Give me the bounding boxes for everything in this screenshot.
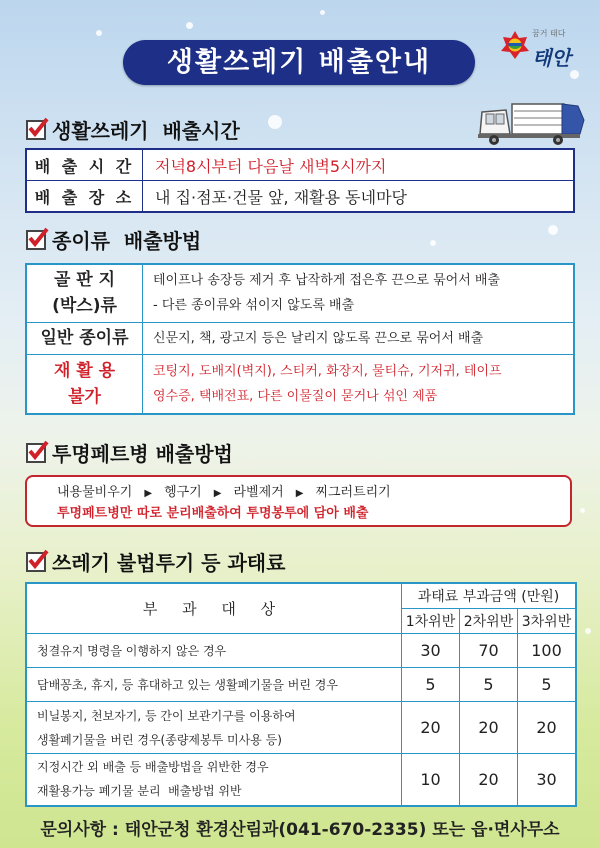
section-heading-fines [26, 547, 285, 576]
snow-dot [320, 10, 325, 15]
row-value: 저녁8시부터 다음날 새벽5시까지 [143, 149, 575, 181]
section-heading-text: 생활쓰레기 배출시간 [52, 119, 240, 143]
value-line: 코팅지, 도배지(벽지), 스티커, 화장지, 물티슈, 기저귀, 테이프 [153, 363, 502, 379]
label-line: 재 활 용 [53, 360, 116, 381]
fine-value: 20 [402, 702, 460, 754]
header-col: 2차위반 [460, 609, 518, 634]
header-col: 3차위반 [518, 609, 577, 634]
fine-value: 20 [460, 754, 518, 806]
logo-name: 태안 [532, 46, 571, 70]
fines-table [25, 582, 577, 807]
step: 라벨제거 [233, 485, 284, 500]
row-value: 신문지, 책, 광고지 등은 날리지 않도록 끈으로 묶어서 배출 [143, 322, 575, 354]
flower-emblem-icon [500, 30, 530, 60]
section-heading-disposal-time [26, 115, 240, 144]
snow-dot [430, 240, 436, 246]
table-row [26, 264, 574, 322]
disposal-time-table [25, 148, 575, 213]
section-heading-pet-bottle [26, 438, 233, 467]
fine-value: 20 [518, 702, 577, 754]
subject-line: 비닐봉지, 천보자기, 등 간이 보관기구를 이용하여 [37, 708, 296, 723]
section-heading-text: 쓰레기 불법투기 등 과태료 [52, 551, 286, 575]
label-line: (박스)류 [52, 296, 117, 317]
fine-value: 20 [460, 702, 518, 754]
value-line: - 다른 종이류와 섞이지 않도록 배출 [153, 298, 355, 314]
table-header-row [26, 583, 576, 609]
section-heading-text: 투명페트병 배출방법 [52, 442, 233, 466]
row-value [143, 264, 575, 322]
arrow-right-icon: ▶ [295, 488, 304, 499]
subject-line: 재활용가능 폐기물 분리 배출방법 위반 [37, 784, 242, 799]
section-heading-paper [26, 225, 201, 254]
fine-value: 30 [402, 634, 460, 668]
fine-value: 5 [460, 668, 518, 702]
table-row [26, 322, 574, 354]
row-label: 일반 종이류 [26, 322, 143, 354]
table-row [26, 702, 576, 754]
section-heading-text: 종이류 배출방법 [52, 229, 202, 253]
header-subject: 부 과 대 상 [26, 583, 402, 634]
checkbox-checked-icon [26, 552, 46, 572]
table-row [26, 754, 576, 806]
garbage-truck-icon [472, 98, 592, 146]
snow-dot [268, 115, 282, 129]
header-col: 1차위반 [402, 609, 460, 634]
label-line: 불가 [68, 386, 101, 407]
row-label [26, 264, 143, 322]
pet-bottle-steps-box [25, 475, 572, 527]
steps-line [57, 483, 570, 504]
fine-subject [26, 754, 402, 806]
checkbox-checked-icon [26, 443, 46, 463]
page-title: 생활쓰레기 배출안내 [123, 40, 475, 85]
fine-value: 70 [460, 634, 518, 668]
table-row [26, 181, 574, 213]
table-row [26, 354, 574, 414]
label-line: 골 판 지 [53, 270, 116, 291]
subject-line: 생활폐기물을 버린 경우(종량제봉투 미사용 등) [37, 732, 282, 747]
contact-info: 문의사항 : 태안군청 환경산림과(041-670-2335) 또는 읍·면사무소 [40, 820, 560, 840]
snow-dot [548, 225, 558, 235]
checkbox-checked-icon [26, 120, 46, 140]
table-row [26, 149, 574, 181]
arrow-right-icon: ▶ [144, 488, 153, 499]
subject-line: 지정시간 외 배출 등 배출방법을 위반한 경우 [37, 760, 269, 775]
fine-subject [26, 702, 402, 754]
value-line: 테이프나 송장등 제거 후 납작하게 접은후 끈으로 묶어서 배출 [153, 273, 501, 289]
fine-value: 100 [518, 634, 577, 668]
snow-dot [96, 30, 102, 36]
fine-subject: 담배꽁초, 휴지, 등 휴대하고 있는 생활폐기물을 버린 경우 [26, 668, 402, 702]
fine-subject: 청결유지 명령을 이행하지 않은 경우 [26, 634, 402, 668]
pet-note: 투명페트병만 따로 분리배출하여 투명봉투에 담아 배출 [57, 506, 369, 521]
value-line: 영수증, 택배전표, 다른 이물질이 묻거나 섞인 제품 [153, 388, 438, 404]
header-amount: 과태료 부과금액 (만원) [402, 583, 577, 609]
snow-dot [585, 628, 591, 634]
snow-dot [186, 22, 193, 29]
row-label: 배 출 장 소 [26, 181, 143, 213]
table-row [26, 634, 576, 668]
fine-value: 5 [402, 668, 460, 702]
row-value [143, 354, 575, 414]
checkbox-checked-icon [26, 230, 46, 250]
step: 찌그러트리기 [315, 485, 391, 500]
logo-slogan: 꿈거 태다 [532, 29, 566, 38]
fine-value: 10 [402, 754, 460, 806]
row-label: 배 출 시 간 [26, 149, 143, 181]
fine-value: 5 [518, 668, 577, 702]
arrow-right-icon: ▶ [213, 488, 222, 499]
row-label [26, 354, 143, 414]
snow-dot [580, 508, 585, 513]
step: 내용물비우기 [57, 485, 133, 500]
taean-logo [500, 24, 590, 74]
paper-disposal-table [25, 263, 575, 415]
fine-value: 30 [518, 754, 577, 806]
step: 헹구기 [164, 485, 202, 500]
table-row [26, 668, 576, 702]
row-value: 내 집·점포·건물 앞, 재활용 동네마당 [143, 181, 575, 213]
